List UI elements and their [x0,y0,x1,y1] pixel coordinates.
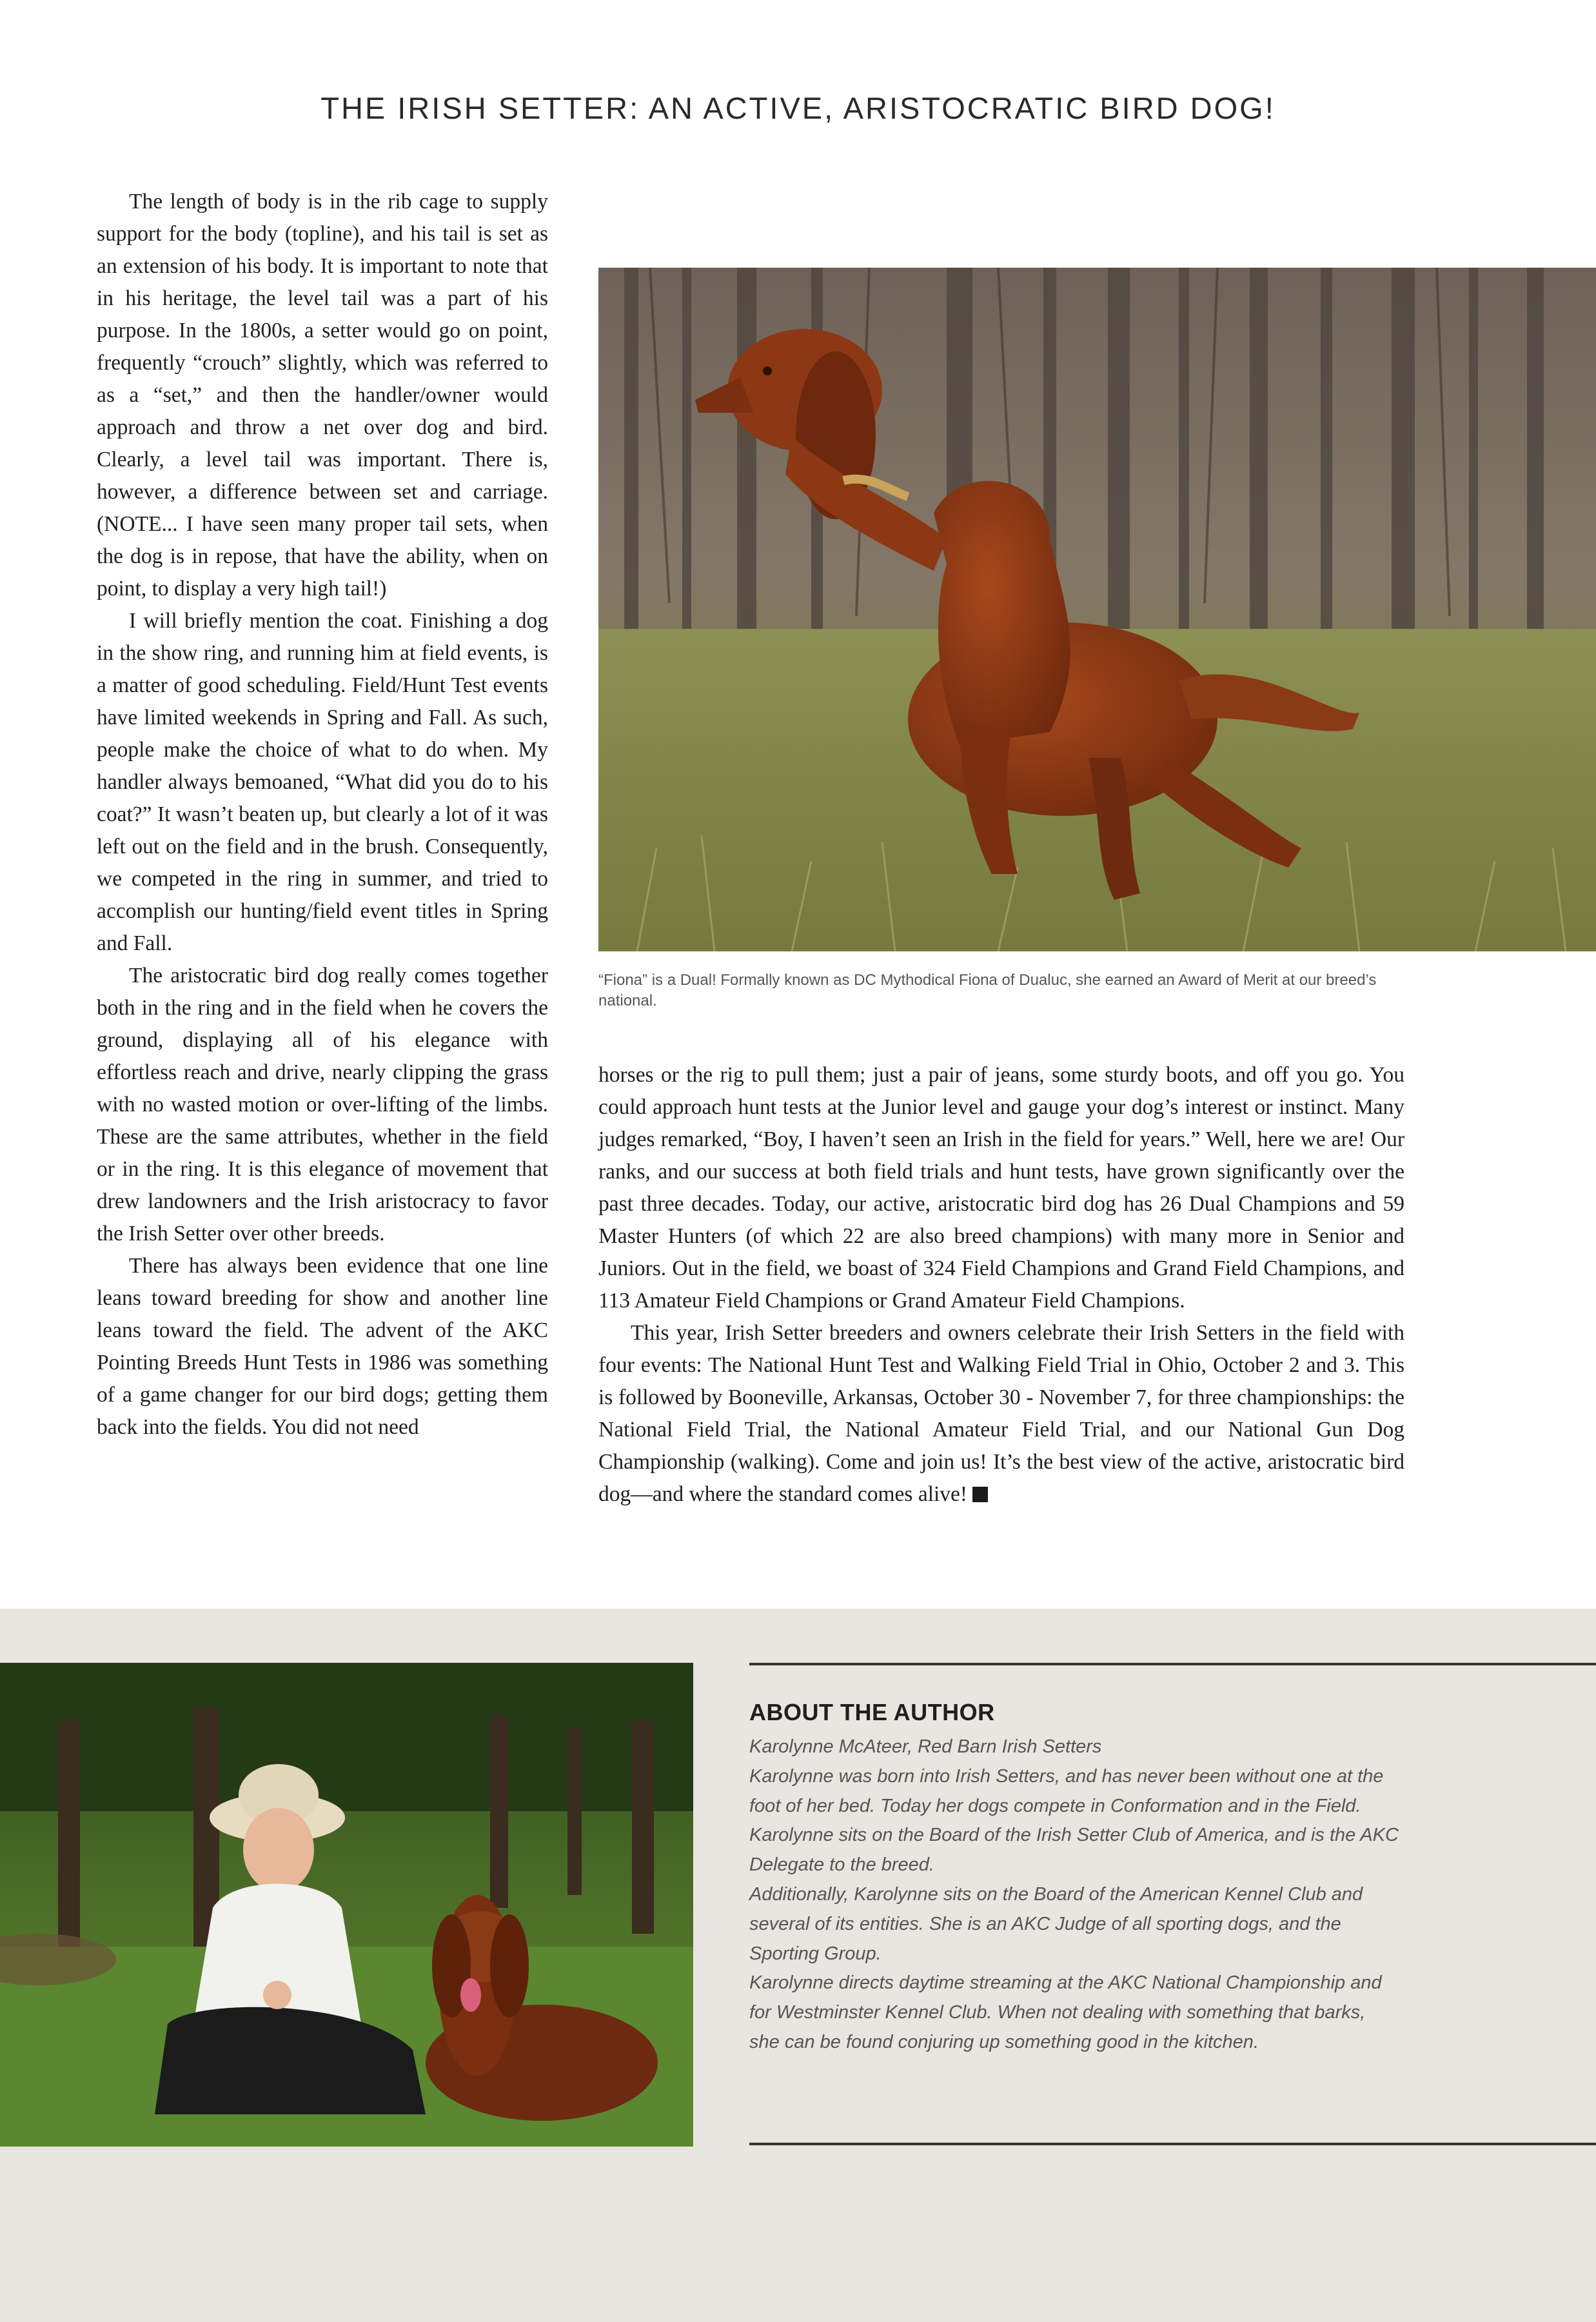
author-bio-line: Additionally, Karolynne sits on the Board of the American Kennel Club and several of its entities. She is an AKC Judge of all sporting dogs, and the Sporting Group. [749,1883,1363,1964]
photo-caption: “Fiona” is a Dual! Formally known as DC Mythodical Fiona of Dualuc, she earned an Award of Merit at our breed’s national. [598,971,1377,1009]
left-text-column [97,186,548,1444]
about-author-heading: ABOUT THE AUTHOR [749,1699,995,1725]
body-paragraph-text: This year, Irish Setter breeders and owners celebrate their Irish Setters in the field with four events: The National Hunt Test and Walking Field Trial in Ohio, October 2 and 3. This is followed by Booneville, Arkansas, October 30 - November 7, for three championships: the National Field Trial, the National Amateur Field Trial, and our National Gun Dog Championship (walking). Come and join us! It’s the best view of the active, aristocratic bird dog—and where the standard comes alive! [598,1321,1404,1506]
fiona-setter-photo [598,268,1596,951]
end-mark-icon [972,1487,988,1502]
body-paragraph: The aristocratic bird dog really comes together both in the ring and in the field when he covers the ground, displaying all of his elegance with effortless reach and drive, nearly clipping the grass with no wasted motion or over-lifting of the limbs. These are the same attributes, whether in the field or in the ring. It is this elegance of movement that drew landowners and the Irish aristocracy to favor the Irish Setter over other breeds. [97,964,548,1245]
body-paragraph: The length of body is in the rib cage to supply support for the body (topline), and his tail is set as an extension of his body. It is important to note that in his heritage, the level tail was a part of his purpose. In the 1800s, a setter would go on point, frequently “crouch” slightly, which was referred to as a “set,” and then the handler/owner would approach and throw a net over dog and bird. Clearly, a level tail was important. There is, however, a difference between set and carriage. (NOTE... I have seen many proper tail sets, when the dog is in repose, that have the ability, when on point, to display a very high tail!) [97,190,548,600]
body-paragraph: horses or the rig to pull them; just a pair of jeans, some sturdy boots, and off you go. You could approach hunt tests at the Junior level and gauge your dog’s interest or instinct. Many judges remarked, “Boy, I haven’t seen an Irish in the field for years.” Well, here we are! Our ranks, and our success at both field trials and hunt tests, have grown significantly over the past three decades. Today, our active, aristocratic bird dog has 26 Dual Champions and 59 Master Hunters (of which 22 are also breed champions) with many more in Senior and Juniors. Out in the field, we boast of 324 Field Champions and Grand Field Champions, and 113 Amateur Field Champions or Grand Amateur Field Champions. [598,1063,1404,1313]
author-with-setter-photo [0,1663,693,2147]
author-bio-line: Karolynne directs daytime streaming at the AKC National Championship and for Westminster Kennel Club. When not dealing with something that barks, she can be found conjuring up something good in the kitchen. [749,1972,1382,2052]
author-bio-line: Karolynne sits on the Board of the Irish Setter Club of America, and is the AKC Delegate to the breed. [749,1825,1399,1876]
author-byline: Karolynne McAteer, Red Barn Irish Setters [749,1736,1102,1757]
author-bio-line: Karolynne was born into Irish Setters, and has never been without one at the foot of her bed. Today her dogs compete in Conformation and in the Field. [749,1765,1384,1816]
about-author-box [749,1663,1596,2145]
body-paragraph: I will briefly mention the coat. Finishing a dog in the show ring, and running him at field events, is a matter of good scheduling. Field/Hunt Test events have limited weekends in Spring and Fall. As such, people make the choice of what to do when. My handler always bemoaned, “What did you do to his coat?” It wasn’t beaten up, but clearly a lot of it was left out on the field and in the brush. Consequently, we competed in the ring in summer, and tried to accomplish our hunting/field event titles in Spring and Fall. [97,609,548,955]
body-paragraph [598,1317,1404,1511]
page-header-title: THE IRISH SETTER: AN ACTIVE, ARISTOCRATIC BIRD DOG! [320,91,1276,125]
body-paragraph: There has always been evidence that one line leans toward breeding for show and another line leans toward the field. The advent of the AKC Pointing Breeds Hunt Tests in 1986 was something of a game changer for our bird dogs; getting them back into the fields. You did not need [97,1254,548,1439]
right-text-column [598,1059,1404,1511]
about-author-text [749,1732,1401,2058]
